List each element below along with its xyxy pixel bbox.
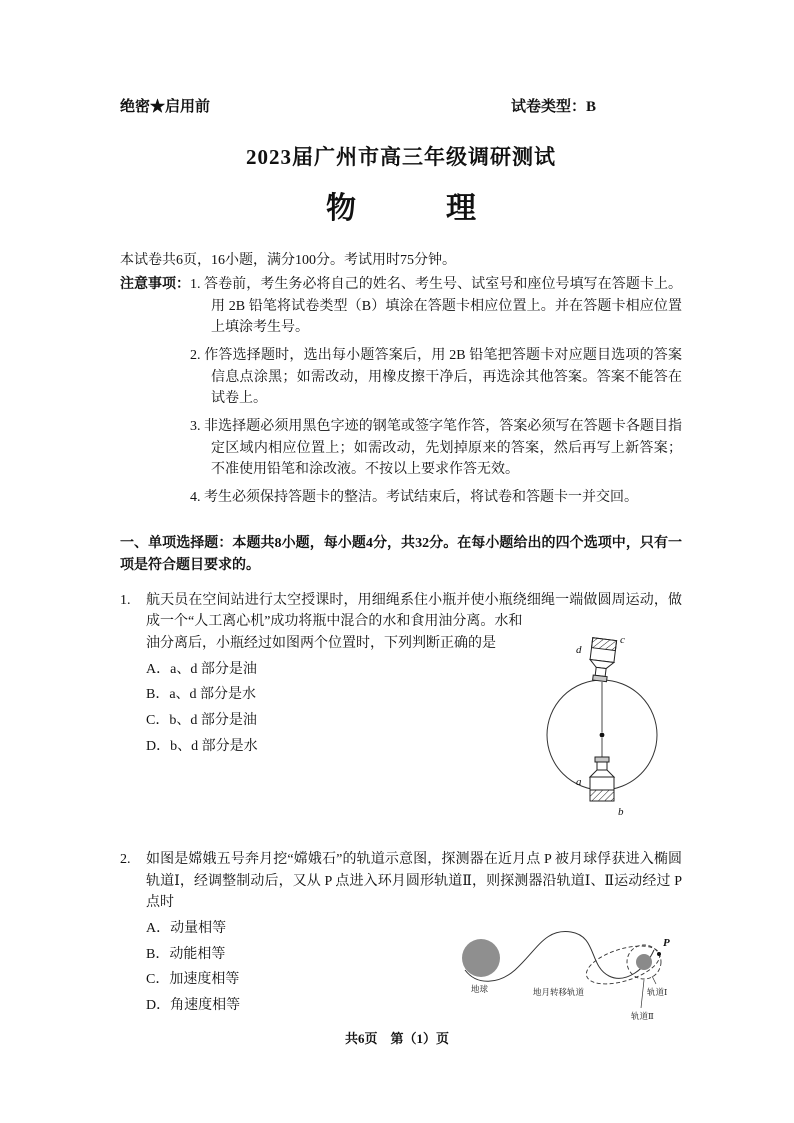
label-earth: 地球 xyxy=(471,984,489,995)
notices-label: 注意事项： xyxy=(120,276,190,292)
lunar-orbit-figure xyxy=(447,916,682,1034)
question-2-left-column xyxy=(146,914,441,1017)
notice-item-2: 2. 作答选择题时，选出每小题答案后，用 2B 铅笔把答题卡对应题目选项的答案信息点涂黑；如需改动，用橡皮擦干净后，再选涂其他答案。答案不能答在试卷上。 xyxy=(190,348,682,407)
label-transfer-orbit: 地月转移轨道 xyxy=(533,987,585,998)
question-2-stem: 如图是嫦娥五号奔月挖“嫦娥石”的轨道示意图，探测器在近月点 P 被月球俘获进入椭圆轨道Ⅰ，经调整制动后，又从 P 点进入环月圆形轨道Ⅱ，则探测器沿轨道Ⅰ、Ⅱ运动经过 P 点时 xyxy=(146,852,682,911)
exam-summary: 本试卷共6页，16小题，满分100分。考试用时75分钟。 xyxy=(120,253,456,269)
question-1-body xyxy=(146,633,682,821)
moon-circle xyxy=(636,954,652,970)
section-heading: 一、单项选择题：本题共8小题，每小题4分，共32分。在每小题给出的四个选项中，只有一项是符合题目要求的。 xyxy=(120,535,682,574)
label-d: d xyxy=(576,644,582,657)
label-p: P xyxy=(663,937,670,950)
question-2-option-b: B．动能相等 xyxy=(146,946,226,962)
notice-item-4: 4. 考生必须保持答题卡的整洁。考试结束后，将试卷和答题卡一并交回。 xyxy=(190,490,638,506)
question-1-number: 1. xyxy=(120,592,131,608)
point-p-dot xyxy=(657,952,661,956)
question-1-option-c: C．b、d 部分是油 xyxy=(146,713,257,729)
question-2-option-a: A．动量相等 xyxy=(146,921,227,937)
orbit-two-leader-line xyxy=(641,980,644,1008)
label-a: a xyxy=(576,776,582,789)
exam-title: 2023届广州市高三年级调研测试 xyxy=(246,145,556,170)
orbit-one-leader-line xyxy=(652,976,656,984)
top-bottle xyxy=(588,638,617,683)
centrifuge-diagram xyxy=(522,635,682,821)
label-c: c xyxy=(620,635,625,647)
notices-block xyxy=(120,274,682,515)
page-footer: 共6页 第（1）页 xyxy=(344,1030,449,1046)
earth-circle xyxy=(462,939,500,977)
notice-item-1: 1. 答卷前，考生务必将自己的姓名、考生号、试室号和座位号填写在答题卡上。用 2B 铅笔将试卷类型（B）填涂在答题卡相应位置上。并在答题卡相应位置上填涂考生号。 xyxy=(190,276,682,336)
lunar-orbit-diagram xyxy=(447,916,682,1034)
paper-type-label: 试卷类型：B xyxy=(510,99,596,115)
question-1-option-b: B．a、d 部分是水 xyxy=(146,687,257,703)
question-1-left-column xyxy=(146,633,516,757)
question-2-option-c: C．加速度相等 xyxy=(146,972,240,988)
question-1-option-a: A．a、d 部分是油 xyxy=(146,661,257,677)
centrifuge-figure xyxy=(522,635,682,821)
question-2-number: 2. xyxy=(120,852,131,868)
question-2 xyxy=(120,849,682,1034)
question-1-stem: 航天员在空间站进行太空授课时，用细绳系住小瓶并使小瓶绕细绳一端做圆周运动，做成一个“人工离心机”成功将瓶中混合的水和食用油分离。水和 xyxy=(146,592,682,630)
label-orbit-two: 轨道Ⅱ xyxy=(631,1011,654,1022)
label-b: b xyxy=(618,806,624,819)
notice-item-3: 3. 非选择题必须用黑色字迹的钢笔或签字笔作答，答案必须写在答题卡各题目指定区域内相应位置上；如需改动，先划掉原来的答案，然后再写上新答案；不准使用铅笔和涂改液。不按以上要求作答无效。 xyxy=(190,419,682,478)
question-1-stem-continued: 油分离后，小瓶经过如图两个位置时，下列判断正确的是 xyxy=(146,636,496,652)
question-1-option-d: D．b、d 部分是水 xyxy=(146,738,258,754)
top-header xyxy=(120,96,682,119)
question-2-body xyxy=(146,914,682,1034)
question-2-option-d: D．角速度相等 xyxy=(146,998,241,1014)
question-1 xyxy=(120,590,682,821)
bottom-bottle xyxy=(590,757,614,801)
security-label: 绝密★启用前 xyxy=(120,99,211,115)
notices-list xyxy=(190,274,682,515)
rotation-center-dot xyxy=(600,733,605,738)
subject-title: 物 理 xyxy=(326,191,476,225)
label-orbit-one: 轨道Ⅰ xyxy=(647,987,668,998)
